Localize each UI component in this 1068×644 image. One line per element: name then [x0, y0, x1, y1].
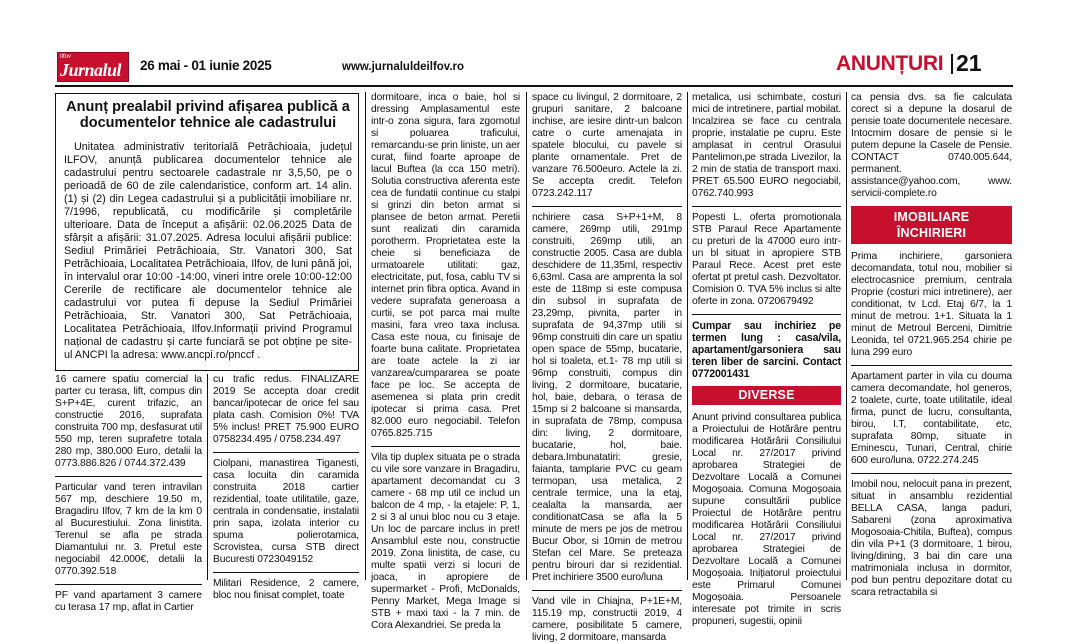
- ad-divider: [55, 584, 202, 585]
- section-header-diverse: DIVERSE: [692, 386, 841, 405]
- classified-ad: Imobil nou, nelocuit pana in prezent, situat in ansamblu rezidential BELLA CASA, langa paduri, Sabareni (zona aproximativa Mogosoaia-Chitila, Buftea), compus din vila P+1 (3 dormitoare, 1 birou, living/dining, 3 bai din care una matrimoniala inclusa in dormitor, pod bun pentru depozitare dotat cu scara retractabila si: [851, 479, 1012, 598]
- ad-divider: [55, 476, 202, 477]
- page-header: [0, 0, 1068, 90]
- ads-column-4: [532, 92, 682, 643]
- classified-ad: Vila tip duplex situata pe o strada cu vile sore vanzare in Bragadiru, apartament decomandat cu 3 camere - 68 mp util ce includ un balcon de 4 mp, - la etajele: P, 1, 2 si 3 al unui bloc nou cu 3 etaje. Un loc de parcare inclus in pret! Ansamblul este nou, constructie 2019. Zona linistita, de case, cu multe spatii verzi si locuri de joaca, in apropiere de supermarket - Profi, McDonalds, Penny Market, Mega Image si STB + maxi taxi - la 7 min. de Cora Alexandriei. Se preda la: [371, 452, 520, 631]
- cadastral-notice-box: [55, 93, 359, 371]
- classified-ad: Prima inchiriere, garsoniera decomandata, totul nou, mobilier si electrocasnice premium, centrala Proprie (costuri mici intretinere), aer conditionat, tv Lcd. Etaj 6/7, la 1 minut de metrou. 1+1. Situata la 1 minut de Metroul Berceni, Dimitrie Leonida, tel 0721.965.254 chirie pe luna 299 euro: [851, 251, 1012, 358]
- classified-ad: ca pensia dvs. sa fie calculata corect si a depune la dosarul de pensie toate documentele necesare. Intocmim dosare de pensie si le putem depune la Casele de Pensie. CONTACT 0740.005.644, permanent. assistance@yahoo.com, www. servicii-complete.ro: [851, 92, 1012, 199]
- classified-ad: space cu livingul, 2 dormitoare, 2 grupuri sanitare, 2 balcoane inchise, are iesire dintr-un balcon catre o curte amenajata in spatele blocului, cu pavele si plante ornamentale. Pret de vanzare 76.500euro. Actele la zi. Se accepta credit. Telefon 0723.242.117: [532, 92, 682, 199]
- section-header-imobiliare-inchirieri: IMOBILIARE ÎNCHIRIERI: [851, 206, 1012, 244]
- ad-divider: [213, 452, 359, 453]
- newspaper-logo[interactable]: [57, 52, 129, 82]
- classified-ad: 16 camere spatiu comercial la parter cu terasa, lift, compus din S+P+4E, curent trifazic, an constructie 2016, suprafata construita 700 mp, desfasurat util 550 mp, teren suprafetre totala 280 mp, 380.000 Euro, detalii la 0773.886.826 / 0744.372.439: [55, 374, 202, 469]
- website-link[interactable]: www.jurnaluldeilfov.ro: [342, 61, 465, 73]
- ads-column-5: [692, 92, 841, 627]
- logo-top-text: Ilfov: [60, 54, 72, 60]
- ad-divider: [851, 365, 1012, 366]
- classified-ad: Particular vand teren intravilan 567 mp, deschiere 19.50 m, Bragadiru Ilfov, 7 km de la km 0 al Bucurestiului. Zona linistita. Terenul se afla pe strada Diamantului nr. 3. Pretul este negociabil 42.000€, detalii la 0770.392.518: [55, 482, 202, 577]
- classified-ad: Apartament parter in vila cu douma camera decomandate, hol generos, 2 toalete, curte, toate utilitatile, ideal firma, punct de lucru, consultanta, birou, I.T, contabilitate, etc, suprafata 80mp, situate in Eminescu, Tunari, Central, chirie 600 euro/luna. 0722.274.245: [851, 371, 1012, 466]
- column-divider: [687, 92, 688, 580]
- column-divider: [846, 92, 847, 580]
- column-divider: [207, 374, 208, 580]
- ad-divider: [532, 590, 682, 591]
- issue-dates: 26 mai - 01 iunie 2025: [140, 58, 272, 73]
- classified-ad: metalica, usi schimbate, costuri mici de intretinere, partial mobilat. Incalzirea se face cu centrala proprie, instalatie pe cupru. Este amplasat in centrul Orasului Pantelimon,pe strada Livezilor, la 2 min de statia de transport maxi. PRET 65.500 EURO negociabil, 0762.740.993: [692, 92, 841, 199]
- header-rule: [55, 85, 1013, 87]
- classified-ad: Anunt privind consultarea publica a Proiectului de Hotărâre pentru modificarea Hotărârii Consiliului Local nr. 27/2017 privind aprobarea Strategiei de Dezvoltare Locală a Comunei Mogoșoaia. Comuna Mogoșoaia supune consultării publice Proiectul de Hotărâre pentru modificarea Hotărârii Consiliului Local nr. 27/2017 privind aprobarea Strategiei de Dezvoltare Locală a Comunei Mogoșoaia. Inițiatorul proiectului este Primarul Comunei Mogoșoaia. Persoanele interesate pot trimite in scris propuneri, sugestii, opinii: [692, 412, 841, 627]
- section-title: ANUNȚURI: [836, 52, 944, 75]
- ad-divider: [371, 446, 520, 447]
- column-divider: [526, 92, 527, 580]
- classified-ad: Militari Residence, 2 camere, bloc nou finisat complet, toate: [213, 578, 359, 601]
- bold-classified-ad: Cumpar sau inchiriez pe termen lung : casa/vila, apartament/garsoniera sau teren liber de sarcini. Contact 0772001431: [692, 320, 841, 380]
- ad-divider: [692, 206, 841, 207]
- classified-ad: dormitoare, inca o baie, hol si dressing Amplasamentul este intr-o zona sigura, fara zgomotul si poluarea traficului, remarcandu-se prin liniste, un aer curat, fiind foarte aproape de lacul Buftea (la cca 150 metri). Solutia constructiva aferenta este cea de fundatii continue cu stalpi si grinzi din beton armat si plansee de beton armat. Peretii sunt realizati din caramida porotherm. Proprietatea este la cheie si beneficiaza de urmatoarele utilitati: gaz, electricitate, put, fosa, cablu TV si internet prin fibra optica. Avand in vedere suprafata generoasa a curtii, se pot parca mai multe masini, fara vreo taxa inclusa. Casa este noua, cu finisaje de foarte buna calitate. Proprietatea are toate actele la zi iar vanzarea/cumpararea se poate face pe loc. Se accepta de asemenea si plata prin credit ipotecar si prima casa. Pret 82.000 euro negociabil. Telefon 0765.825.715: [371, 92, 520, 439]
- column-divider: [365, 92, 366, 580]
- ads-column-2: [213, 374, 359, 601]
- logo-text: Jurnalul: [60, 60, 122, 80]
- notice-title: Anunț prealabil privind afișarea publică a documentelor tehnice ale cadastrului: [66, 99, 350, 131]
- classified-ad: cu trafic redus. FINALIZARE 2019 Se accepta doar credit bancar/ipotecar de orice fel sau plata cash. Comision 0%! TVA 5% inclus! PRET 75.900 EURO 0758234.495 / 0758.234.497: [213, 374, 359, 445]
- ads-column-6: [851, 92, 1012, 598]
- ad-divider: [851, 473, 1012, 474]
- ad-divider: [532, 206, 682, 207]
- ad-divider: [692, 314, 841, 315]
- classified-ad: nchiriere casa S+P+1+M, 8 camere, 269mp utili, 291mp construiti, 269mp utili, an constructie 2005. Casa are dubla deschidere de 11,35ml, respectiv 6,63ml. Casa are amprenta la sol este de 118mp si este compusa din subsol in suprafata de 23,29mp, pivnita, parter in suprafata de 94,37mp utili si 96mp construiti din care un spatiu open space de 55mp, bucatarie, hol si toaleta, et.1- 78 mp utili si 96mp construiti, compus din living, 2 dormitoare, bucatarie, hol, baie, debara, o terasa de 15mp si 2 balcoane si mansarda, in suprafata de 78mp, compusa din: living, 2 dormitoare, bucatarie, hol, baie. debara.Imbunatatiri: gresie, faianta, tamplarie PVC cu geam termopan, usa metalica, 2 centrale termice, una la etaj, cealalta la mansarda, aer conditionatCasa se afla la 5 minute de mers pe jos de metrou Bucur Obor, si 10min de metrou Stefan cel Mare. Se preteaza pentru birouri dar si rezidential. Pret inchiriere 3500 euro/luna: [532, 212, 682, 583]
- ads-column-1: [55, 374, 202, 613]
- ads-column-3: [371, 92, 520, 631]
- classified-ad: Ciolpani, manastirea Tiganesti, casa locuita din caramida construita 2018 cartier rezidential, toate utilitatile, gaze, centrala in condensatie, instalatii prin sapa, izolata interior cu spuma polierotamica, Scrovistea, cursa STB direct Bucuresti 0723049152: [213, 458, 359, 565]
- classified-ad: PF vand apartament 3 camere cu terasa 17 mp, aflat in Cartier: [55, 590, 202, 613]
- notice-body: Unitatea administrativ teritorială Petrăchioaia, județul ILFOV, anunță publicarea documentelor tehnice ale cadastrului pentru sectoarele cadastrale nr 3,5,50, pe o perioadă de 60 de zile calendaristice, conform art. 14 alin. (1) și (2) din Legea cadastrului și a publicității imobiliare nr. 7/1996, republicată, cu modificările și completările ulterioare. Data de început a afișării: 02.06.2025 Data de sfârșit a afișării: 31.07.2025. Adresa locului afișării publice: Sediul Primăriei Petrăchioaia, Str. Vanatori 300, Sat Petrăchioaia, Localitatea Petrăchioaia, Ilfov, de luni până joi, în intervalul orar 10:00 -14:00, vineri intre orele 10:00-12:00 Cererile de rectificare ale documentelor tehnice ale cadastrului vor putea fi depuse la Sediul Primăriei Petrăchioaia, Str. Vanatori 300, Sat Petrăchioaia, Localitatea Petrăchioaia, Ilfov.Informații privind Programul național de cadastru și carte funciară se pot obține pe site-ul ANCPI la adresa: www.ancpi.ro/pnccf .: [64, 141, 352, 361]
- page-number: 21: [956, 50, 982, 76]
- classified-ad: Vand vile in Chiajna, P+1E+M, 115.19 mp, constructii 2019, 4 camere, posibilitate 5 camere, living, 2 dormitoare, mansarda: [532, 596, 682, 643]
- classified-ad: Popesti L. oferta promotionala STB Paraul Rece Apartamente cu preturi de la 47000 euro intr-un bl situat in apropiere STB Paraul Rece. Acest pret este ofertat pt pretul cash. Dezvoltator. Comision 0. TVA 5% inclus si alte oferte in zona. 0720679492: [692, 212, 841, 307]
- ad-divider: [213, 572, 359, 573]
